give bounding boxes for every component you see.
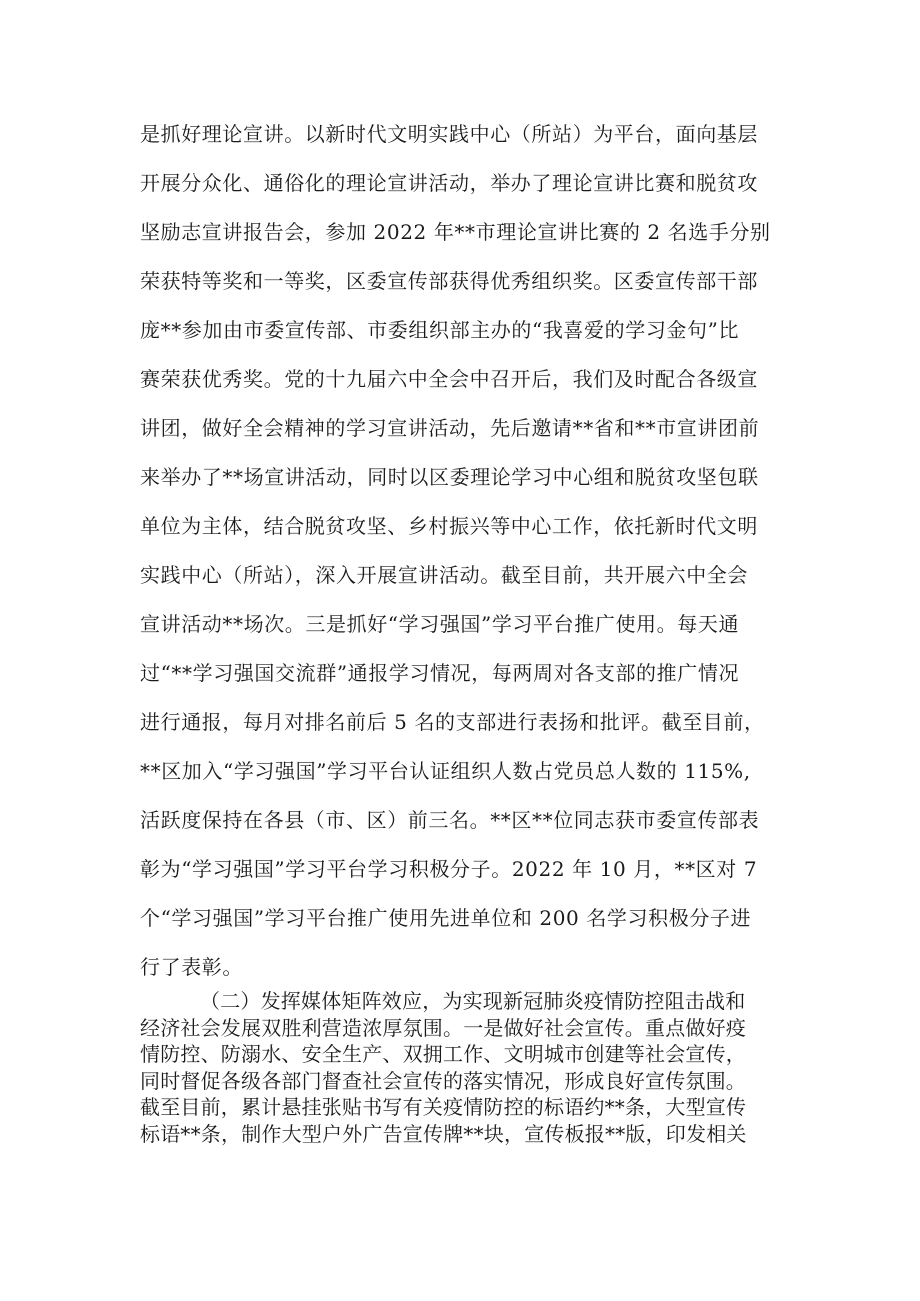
- text-line: 来举办了**场宣讲活动，同时以区委理论学习中心组和脱贫攻坚包联: [140, 465, 759, 489]
- text-line: 彰为“学习强国”学习平台学习积极分子。2022 年 10 月，**区对 7: [140, 857, 758, 881]
- text-line: 截至目前，累计悬挂张贴书写有关疫情防控的标语约**条，大型宣传: [140, 1095, 747, 1119]
- text-line: 实践中心（所站），深入开展宣讲活动。截至目前，共开展六中全会: [140, 563, 748, 587]
- text-line: 经济社会发展双胜利营造浓厚氛围。一是做好社会宣传。重点做好疫: [140, 1015, 746, 1040]
- text-line: 庞**参加由市委宣传部、市委组织部主办的“我喜爱的学习金句”比: [140, 318, 740, 342]
- text-line: 宣讲活动**场次。三是抓好“学习强国”学习平台推广使用。每天通: [140, 612, 740, 636]
- text-line: 开展分众化、通俗化的理论宣讲活动，举办了理论宣讲比赛和脱贫攻: [140, 171, 758, 195]
- text-line: 行了表彰。: [140, 955, 243, 979]
- text-line: 进行通报，每月对排名前后 5 名的支部进行表扬和批评。截至目前，: [140, 710, 765, 734]
- text-line: 活跃度保持在各县（市、区）前三名。**区**位同志获市委宣传部表: [140, 808, 760, 832]
- text-line: 是抓好理论宣讲。以新时代文明实践中心（所站）为平台，面向基层: [140, 122, 758, 146]
- text-line: **区加入“学习强国”学习平台认证组织人数占党员总人数的 115%,: [140, 759, 751, 783]
- text-line: 过“**学习强国交流群”通报学习情况，每两周对各支部的推广情况: [140, 661, 740, 685]
- text-line: 荣获特等奖和一等奖，区委宣传部获得优秀组织奖。区委宣传部干部: [140, 269, 758, 293]
- text-line: 同时督促各级各部门督查社会宣传的落实情况，形成良好宣传氛围。: [140, 1068, 746, 1093]
- text-line: 个“学习强国”学习平台推广使用先进单位和 200 名学习积极分子进: [140, 906, 752, 930]
- text-line: 情防控、防溺水、安全生产、双拥工作、文明城市创建等社会宣传，: [140, 1042, 746, 1066]
- text-line: 标语**条，制作大型户外广告宣传牌**块，宣传板报**版，印发相关: [140, 1121, 747, 1146]
- text-line: 单位为主体，结合脱贫攻坚、乡村振兴等中心工作，依托新时代文明: [140, 514, 758, 538]
- section-heading-line: （二）发挥媒体矩阵效应，为实现新冠肺炎疫情防控阻击战和: [200, 989, 746, 1013]
- body-paragraph-theory-promotion: [140, 110, 790, 992]
- body-paragraph-media-matrix: [140, 988, 800, 1147]
- text-line: 坚励志宣讲报告会，参加 2022 年**市理论宣讲比赛的 2 名选手分别: [140, 220, 771, 244]
- text-line: 赛荣获优秀奖。党的十九届六中全会中召开后，我们及时配合各级宣: [140, 367, 758, 391]
- text-line: 讲团，做好全会精神的学习宣讲活动，先后邀请**省和**市宣讲团前: [140, 416, 760, 440]
